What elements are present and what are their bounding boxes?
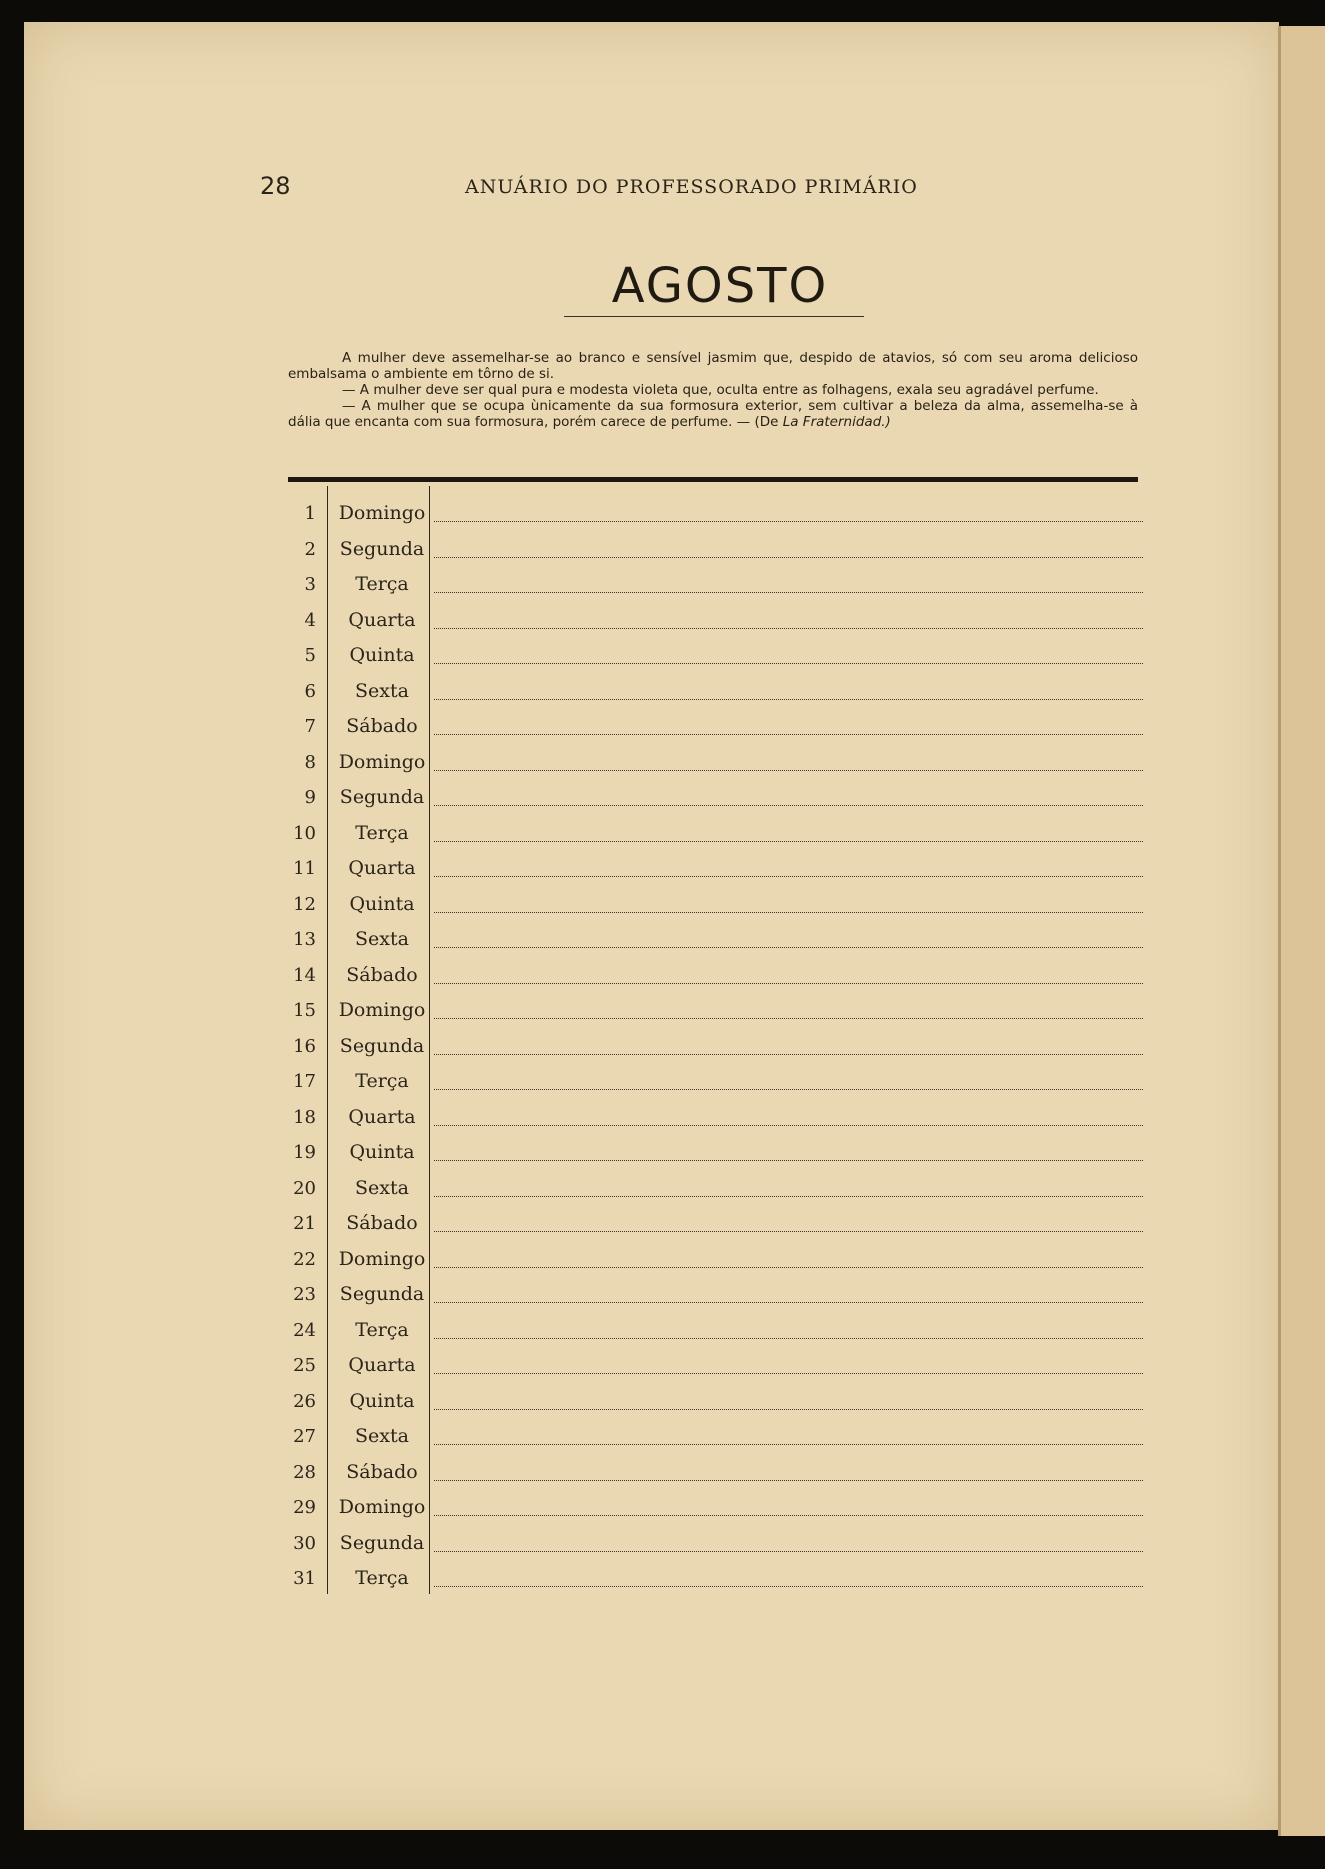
weekday-name: Sexta (355, 1425, 409, 1447)
weekday-name: Domingo (338, 1247, 426, 1270)
weekday-name: Quarta (348, 608, 416, 631)
note-line (434, 1409, 1143, 1410)
calendar-row (288, 1241, 1143, 1277)
note-line (434, 592, 1143, 593)
section-divider (288, 477, 1138, 482)
weekday-name: Terça (355, 1567, 409, 1589)
note-line (434, 912, 1143, 913)
weekday-name: Domingo (338, 1496, 426, 1518)
weekday-name: Quinta (349, 1141, 415, 1163)
day-number: 14 (293, 964, 316, 986)
day-number: 15 (293, 1000, 316, 1021)
note-line (434, 1444, 1143, 1445)
note-line (434, 1338, 1143, 1339)
calendar-row (288, 850, 1143, 886)
calendar-row (288, 744, 1143, 780)
day-number: 8 (304, 751, 316, 773)
note-line (434, 1125, 1143, 1126)
day-number: 1 (304, 503, 316, 524)
calendar-row (288, 1134, 1143, 1170)
weekday-name: Segunda (339, 1531, 425, 1554)
day-number: 23 (293, 1284, 316, 1305)
day-number: 3 (304, 574, 316, 595)
day-number: 11 (293, 858, 316, 879)
calendar-row (288, 921, 1143, 957)
epigraph-paragraph-1: A mulher deve assemelhar-se ao branco e sensível jasmim que, despido de atavios, só com seu aroma delicioso embalsama o ambiente em tôrno de si. (288, 350, 1138, 382)
weekday-name: Terça (355, 1070, 409, 1092)
calendar-row (288, 886, 1143, 922)
calendar-row (288, 1560, 1143, 1596)
epigraph (288, 350, 1138, 430)
weekday-name: Domingo (338, 999, 426, 1021)
calendar-row (288, 1063, 1143, 1099)
page-header (260, 172, 1140, 202)
note-line (434, 557, 1143, 558)
note-line (434, 1551, 1143, 1552)
day-number: 31 (293, 1568, 316, 1589)
day-number: 17 (293, 1071, 316, 1092)
calendar-row (288, 566, 1143, 602)
weekday-name: Segunda (339, 1283, 425, 1305)
weekday-name: Segunda (339, 1034, 425, 1057)
day-number: 22 (293, 1248, 316, 1270)
day-number: 25 (293, 1355, 316, 1376)
calendar-row (288, 957, 1143, 993)
weekday-name: Segunda (339, 537, 425, 560)
epigraph-paragraph-3 (288, 398, 1138, 430)
day-number: 5 (304, 645, 316, 666)
title-underline (564, 316, 864, 317)
weekday-name: Sexta (355, 928, 409, 950)
note-line (434, 983, 1143, 984)
calendar-row (288, 637, 1143, 673)
weekday-name: Sábado (346, 1460, 418, 1483)
day-number: 10 (293, 822, 316, 844)
day-number: 24 (293, 1319, 316, 1341)
calendar-row (288, 1028, 1143, 1064)
weekday-name: Domingo (338, 750, 426, 773)
calendar-row (288, 1205, 1143, 1241)
epigraph-source-prefix: (De (754, 414, 783, 430)
note-line (434, 521, 1143, 522)
day-number: 13 (293, 929, 316, 950)
note-line (434, 1373, 1143, 1374)
day-number: 27 (293, 1426, 316, 1447)
day-number: 12 (293, 893, 316, 915)
note-line (434, 1089, 1143, 1090)
day-number: 18 (293, 1106, 316, 1128)
calendar-row (288, 992, 1143, 1028)
epigraph-paragraph-3-text: — A mulher que se ocupa ùnicamente da sua formosura exterior, sem cultivar a beleza da alma, assemelha-se à dália que encanta com sua formosura, porém carece de perfume. — (288, 398, 1138, 430)
calendar-row (288, 708, 1143, 744)
note-line (434, 805, 1143, 806)
weekday-name: Quinta (349, 1389, 415, 1412)
epigraph-paragraph-2: — A mulher deve ser qual pura e modesta violeta que, oculta entre as folhagens, exala seu agradável perfume. (342, 382, 1099, 398)
calendar-row (288, 602, 1143, 638)
day-number: 21 (293, 1213, 316, 1234)
note-line (434, 663, 1143, 664)
note-line (434, 1231, 1143, 1232)
weekday-name: Sexta (355, 679, 409, 702)
calendar-row (288, 1525, 1143, 1561)
day-number: 20 (293, 1177, 316, 1199)
note-line (434, 1586, 1143, 1587)
page-number: 28 (260, 172, 291, 200)
calendar-row (288, 1454, 1143, 1490)
note-line (434, 1160, 1143, 1161)
day-number: 30 (293, 1532, 316, 1554)
calendar-row (288, 1099, 1143, 1135)
calendar-row (288, 1489, 1143, 1525)
calendar-row (288, 1312, 1143, 1348)
calendar-row (288, 1276, 1143, 1312)
facing-page-edge (1278, 26, 1325, 1836)
weekday-name: Quinta (349, 644, 415, 666)
calendar-row (288, 531, 1143, 567)
calendar-row (288, 1347, 1143, 1383)
calendar-row (288, 1383, 1143, 1419)
weekday-name: Segunda (339, 786, 425, 808)
note-line (434, 699, 1143, 700)
day-number: 29 (293, 1497, 316, 1518)
day-number: 7 (304, 716, 316, 737)
calendar-row (288, 779, 1143, 815)
weekday-name: Sábado (346, 1212, 418, 1234)
day-number: 28 (293, 1461, 316, 1483)
note-line (434, 1480, 1143, 1481)
calendar-row (288, 1418, 1143, 1454)
day-number: 6 (304, 680, 316, 702)
note-line (434, 1267, 1143, 1268)
calendar-row (288, 673, 1143, 709)
weekday-name: Quarta (348, 857, 416, 879)
day-number: 26 (293, 1390, 316, 1412)
calendar-row (288, 1170, 1143, 1206)
weekday-name: Terça (355, 821, 409, 844)
note-line (434, 734, 1143, 735)
weekday-name: Terça (355, 1318, 409, 1341)
note-line (434, 1054, 1143, 1055)
weekday-name: Sábado (346, 963, 418, 986)
note-line (434, 1515, 1143, 1516)
calendar-row (288, 495, 1143, 531)
weekday-name: Quinta (349, 892, 415, 915)
day-number: 4 (304, 609, 316, 631)
weekday-name: Sexta (355, 1176, 409, 1199)
note-line (434, 841, 1143, 842)
weekday-name: Terça (355, 573, 409, 595)
day-number: 2 (304, 538, 316, 560)
note-line (434, 1018, 1143, 1019)
day-number: 16 (293, 1035, 316, 1057)
weekday-name: Quarta (348, 1105, 416, 1128)
weekday-name: Quarta (348, 1354, 416, 1376)
calendar-row (288, 815, 1143, 851)
weekday-name: Sábado (346, 715, 418, 737)
calendar-table (288, 495, 1143, 1596)
epigraph-source-title: La Fraternidad.) (782, 414, 891, 430)
weekday-name: Domingo (338, 502, 426, 524)
day-number: 9 (304, 787, 316, 808)
note-line (434, 1196, 1143, 1197)
note-line (434, 628, 1143, 629)
note-line (434, 947, 1143, 948)
month-title: AGOSTO (611, 258, 829, 314)
day-number: 19 (293, 1142, 316, 1163)
note-line (434, 876, 1143, 877)
note-line (434, 1302, 1143, 1303)
note-line (434, 770, 1143, 771)
running-title: ANUÁRIO DO PROFESSORADO PRIMÁRIO (465, 176, 918, 198)
